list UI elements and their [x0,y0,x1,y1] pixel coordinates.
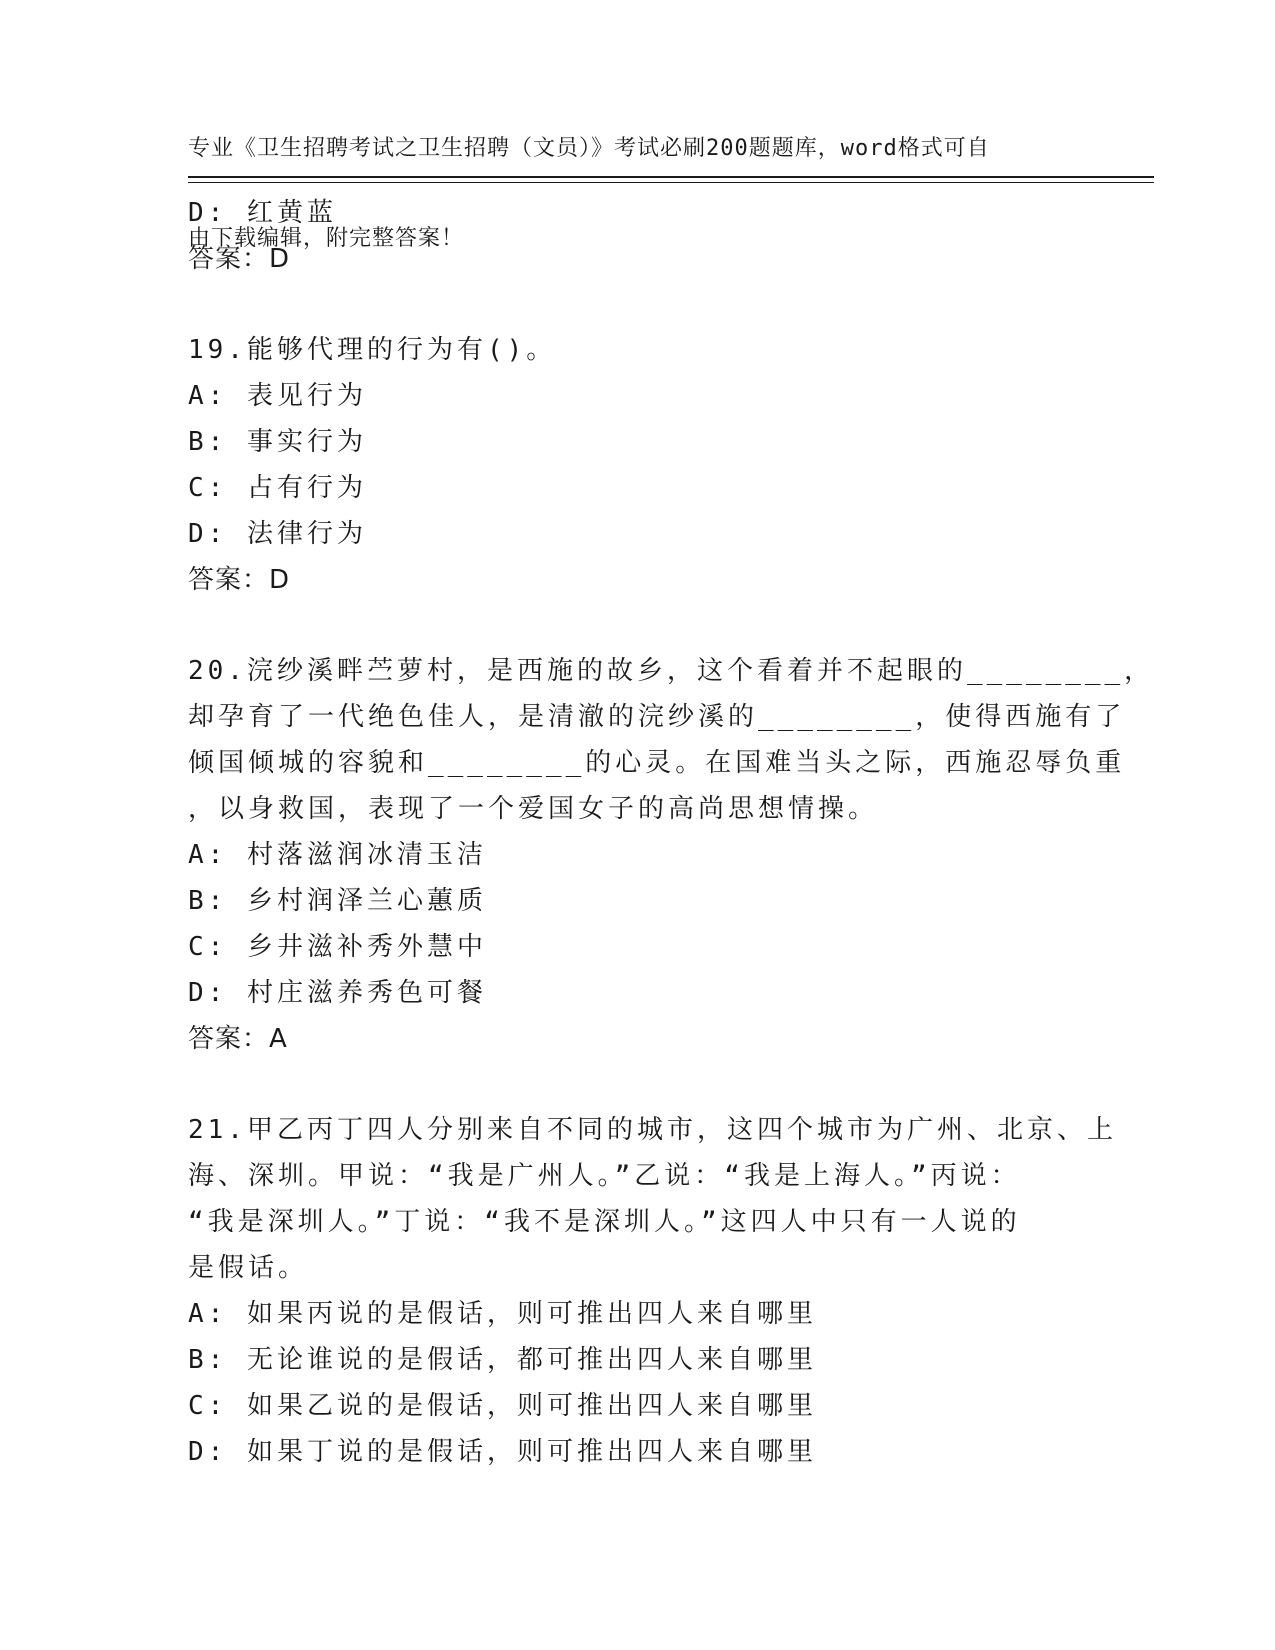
option-d: D: 红黄蓝 [188,198,337,228]
option-d: D: 村庄滋养秀色可餐 [188,978,487,1008]
question-body [188,190,1155,1475]
stem-line: 21.甲乙丙丁四人分别来自不同的城市，这四个城市为广州、北京、上 [188,1115,1117,1145]
question-stem: 19.能够代理的行为有()。 [188,335,557,365]
option-a: A: 村落滋润冰清玉洁 [188,840,487,870]
question-21 [188,1107,1117,1475]
stem-line: 却孕育了一代绝色佳人，是清澈的浣纱溪的________，使得西施有了 [188,702,1126,732]
option-d: D: 法律行为 [188,519,367,549]
option-c: C: 占有行为 [188,473,367,503]
option-d: D: 如果丁说的是假话，则可推出四人来自哪里 [188,1437,817,1467]
question-19 [188,327,1088,603]
question-stem [188,648,1155,832]
header-rule-thick [188,176,1154,178]
option-b: B: 无论谁说的是假话，都可推出四人来自哪里 [188,1345,817,1375]
stem-line: ，以身救国，表现了一个爱国女子的高尚思想情操。 [188,794,879,824]
answer: 答案：D [188,244,291,274]
option-a: A: 如果丙说的是假话，则可推出四人来自哪里 [188,1299,817,1329]
header-line-2: 由下载编辑，附完整答案！ [188,226,465,251]
option-b: B: 事实行为 [188,427,367,457]
stem-line: 20.浣纱溪畔苎萝村，是西施的故乡，这个看着并不起眼的________， [188,656,1155,686]
stem-line: 倾国倾城的容貌和________的心灵。在国难当头之际，西施忍辱负重 [188,748,1126,778]
header-line-1: 专业《卫生招聘考试之卫生招聘（文员）》考试必刷200题题库，word格式可自 [188,136,990,161]
option-c: C: 如果乙说的是假话，则可推出四人来自哪里 [188,1391,817,1421]
stem-line: 海、深圳。甲说：“我是广州人。”乙说：“我是上海人。”丙说： [188,1161,1021,1191]
option-c: C: 乡井滋补秀外慧中 [188,932,487,962]
stem-line: “我是深圳人。”丁说：“我不是深圳人。”这四人中只有一人说的 [188,1207,1021,1237]
header-rule-thin [188,182,1154,183]
option-b: B: 乡村润泽兰心蕙质 [188,886,487,916]
prev-question [188,190,1088,282]
answer: 答案：A [188,1024,288,1054]
answer: 答案：D [188,565,291,595]
question-stem [188,1107,1117,1291]
option-a: A: 表见行为 [188,381,367,411]
question-20 [188,648,1155,1062]
stem-line: 是假话。 [188,1253,309,1283]
